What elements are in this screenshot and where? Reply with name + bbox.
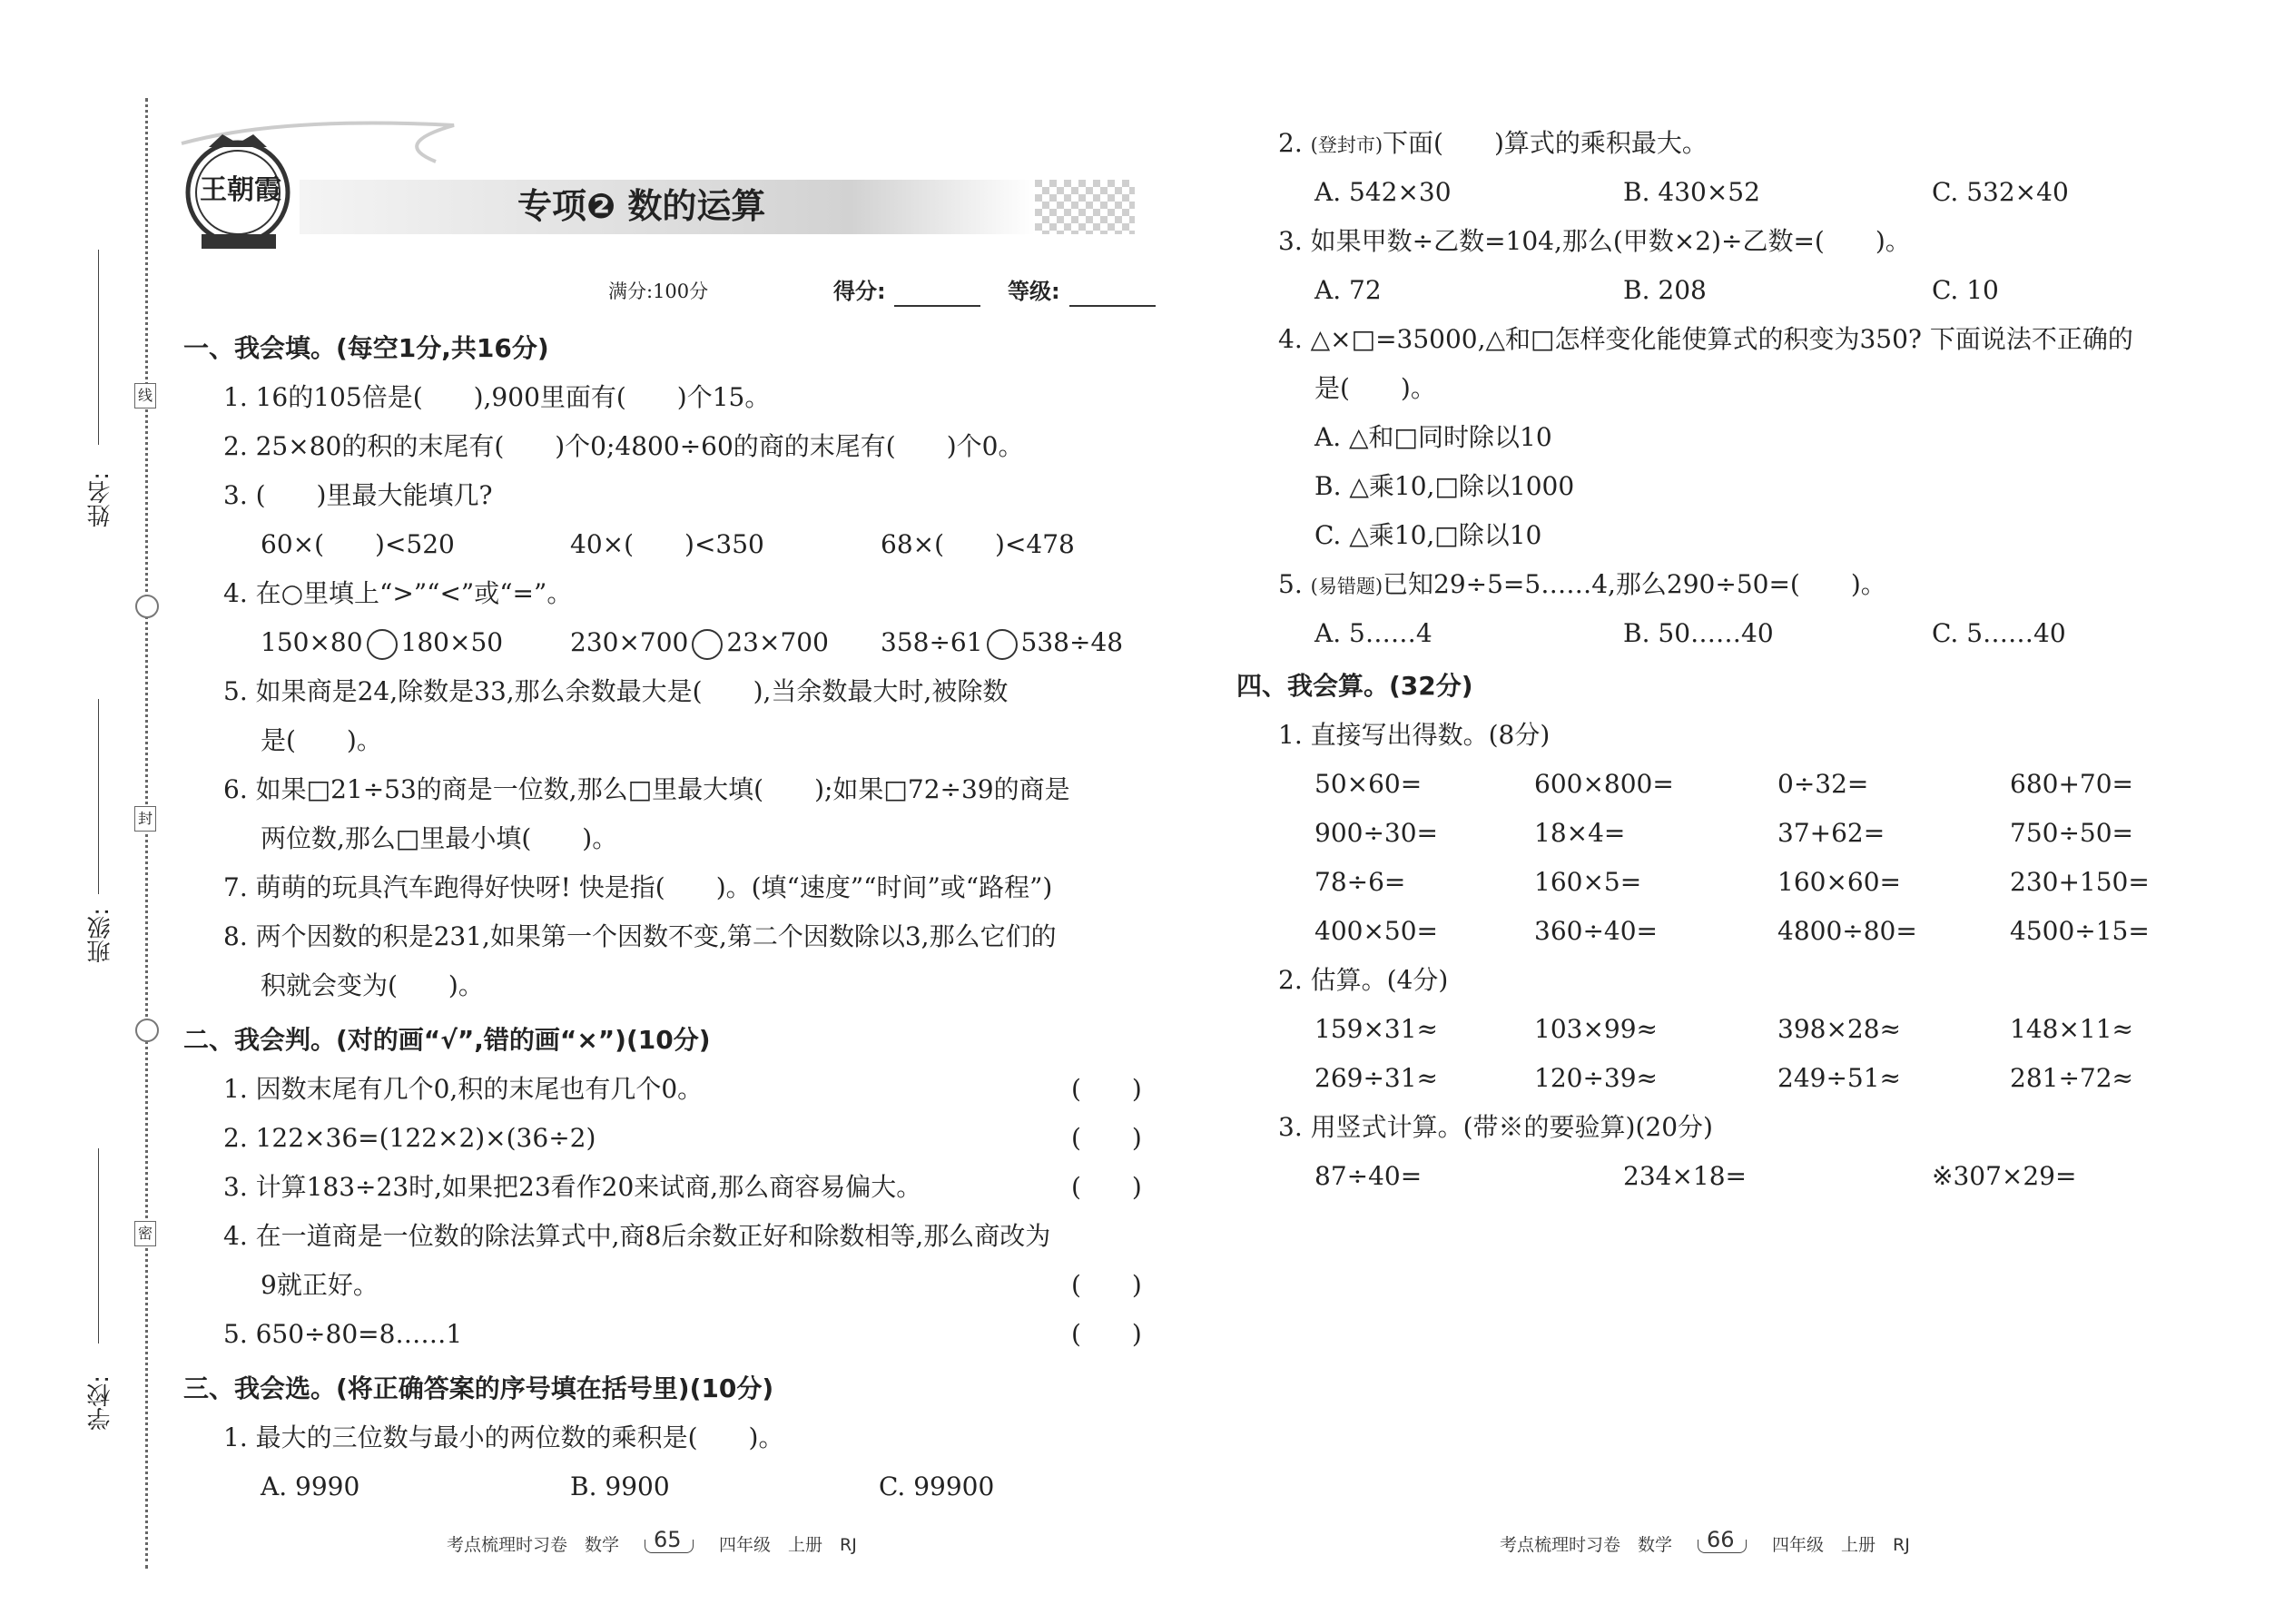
brand-logo xyxy=(182,127,295,254)
school-label: 学校: xyxy=(87,1375,114,1431)
s3-q3: 3. 如果甲数÷乙数=104,那么(甲数×2)÷乙数=( )。 xyxy=(1278,226,1911,256)
s1-q4-a-left: 150×80 xyxy=(261,627,363,657)
estimate-item: 269÷31≈ xyxy=(1314,1063,1438,1093)
s1-q8: 8. 两个因数的积是231,如果第一个因数不变,第二个因数除以3,那么它们的 xyxy=(223,921,1057,951)
s3-q2-tag: (登封市) xyxy=(1310,134,1383,156)
calc-item: 160×5= xyxy=(1534,867,1642,897)
score-blank[interactable] xyxy=(894,280,980,307)
judge-paren[interactable]: ( ) xyxy=(1071,1123,1142,1153)
s3-q1-option-b: B. 9900 xyxy=(570,1471,670,1501)
binding-hole-icon xyxy=(135,1019,159,1042)
name-label: 姓名: xyxy=(87,472,114,527)
s3-q4-cont: 是( )。 xyxy=(1314,373,1436,403)
calc-item: 37+62= xyxy=(1777,818,1885,848)
s3-q5-text: 已知29÷5=5……4,那么290÷50=( )。 xyxy=(1383,569,1886,599)
s3-q2-option-c: C. 532×40 xyxy=(1932,177,2069,207)
section1-heading: 一、我会填。(每空1分,共16分) xyxy=(183,333,549,363)
calc-item: 360÷40= xyxy=(1534,916,1658,946)
vertical-calc-a: 87÷40= xyxy=(1314,1161,1423,1191)
calc-item: 78÷6= xyxy=(1314,867,1406,897)
page-number: 66 xyxy=(1707,1527,1735,1552)
s1-q3-a: 60×( )<520 xyxy=(261,529,455,559)
s3-q5: 5. (易错题)已知29÷5=5……4,那么290÷50=( )。 xyxy=(1278,569,1886,599)
s1-q4-b xyxy=(570,628,829,660)
s2-q1: 1. 因数末尾有几个0,积的末尾也有几个0。 xyxy=(223,1074,704,1104)
binding-mark-secret: 密 xyxy=(134,1221,156,1246)
calc-item: 4500÷15= xyxy=(2010,916,2150,946)
s1-q5: 5. 如果商是24,除数是33,那么余数最大是( ),当余数最大时,被除数 xyxy=(223,676,1009,706)
s1-q4-a xyxy=(261,628,503,660)
s1-q7: 7. 萌萌的玩具汽车跑得好快呀! 快是指( )。(填“速度”“时间”或“路程”) xyxy=(223,872,1053,902)
s1-q6-cont: 两位数,那么□里最小填( )。 xyxy=(261,823,618,853)
s1-q6: 6. 如果□21÷53的商是一位数,那么□里最大填( );如果□72÷39的商是 xyxy=(223,774,1070,804)
footer-grade: 四年级 上册 RJ xyxy=(719,1535,857,1555)
s1-q4-c xyxy=(881,628,1123,660)
s3-q4-option-a: A. △和□同时除以10 xyxy=(1314,422,1552,452)
page-number: 65 xyxy=(654,1527,682,1552)
page-title: 专项❷ 数的运算 xyxy=(517,186,766,226)
footer-grade: 四年级 上册 RJ xyxy=(1772,1535,1910,1555)
class-blank[interactable] xyxy=(98,699,99,894)
s4-q1: 1. 直接写出得数。(8分) xyxy=(1278,720,1551,750)
s3-q4-option-b: B. △乘10,□除以1000 xyxy=(1314,471,1575,501)
s2-q2: 2. 122×36=(122×2)×(36÷2) xyxy=(223,1123,596,1153)
judge-paren[interactable]: ( ) xyxy=(1071,1270,1142,1300)
calc-item: 680+70= xyxy=(2010,769,2133,799)
binding-mark-seal: 封 xyxy=(134,806,156,832)
name-blank[interactable] xyxy=(98,250,99,445)
logo-text: 王朝霞 xyxy=(200,174,281,206)
s1-q4: 4. 在○里填上“>”“<”或“=”。 xyxy=(223,578,573,608)
binding-dotted-line xyxy=(145,98,148,1569)
calc-item: 0÷32= xyxy=(1777,769,1869,799)
footer-book: 考点梳理时习卷 数学 xyxy=(1500,1535,1673,1555)
s1-q4-b-left: 230×700 xyxy=(570,627,689,657)
s1-q5-cont: 是( )。 xyxy=(261,725,382,755)
s1-q3: 3. ( )里最大能填几? xyxy=(223,480,493,510)
calc-item: 230+150= xyxy=(2010,867,2150,897)
s3-q2-option-b: B. 430×52 xyxy=(1623,177,1760,207)
compare-circle[interactable] xyxy=(692,629,723,660)
calc-item: 600×800= xyxy=(1534,769,1674,799)
s1-q3-c: 68×( )<478 xyxy=(881,529,1075,559)
calc-item: 4800÷80= xyxy=(1777,916,1917,946)
estimate-item: 148×11≈ xyxy=(2010,1014,2133,1044)
s3-q3-option-c: C. 10 xyxy=(1932,275,1999,305)
grade-blank[interactable] xyxy=(1069,280,1156,307)
s3-q4-option-c: C. △乘10,□除以10 xyxy=(1314,520,1542,550)
estimate-item: 159×31≈ xyxy=(1314,1014,1438,1044)
s3-q4: 4. △×□=35000,△和□怎样变化能使算式的积变为350? 下面说法不正确的 xyxy=(1278,324,2133,354)
section3-heading: 三、我会选。(将正确答案的序号填在括号里)(10分) xyxy=(183,1373,774,1403)
calc-item: 400×50= xyxy=(1314,916,1438,946)
estimate-item: 281÷72≈ xyxy=(2010,1063,2133,1093)
class-label: 班级: xyxy=(87,908,114,963)
s3-q2-option-a: A. 542×30 xyxy=(1314,177,1452,207)
section2-heading: 二、我会判。(对的画“√”,错的画“×”)(10分) xyxy=(183,1025,711,1055)
s3-q2: 2. (登封市)下面( )算式的乘积最大。 xyxy=(1278,128,1708,158)
s1-q4-b-right: 23×700 xyxy=(726,627,829,657)
vertical-calc-c: ※307×29= xyxy=(1932,1161,2077,1191)
s3-q1-option-a: A. 9990 xyxy=(261,1471,360,1501)
s3-q1: 1. 最大的三位数与最小的两位数的乘积是( )。 xyxy=(223,1422,784,1452)
judge-paren[interactable]: ( ) xyxy=(1071,1074,1142,1104)
s3-q5-option-b: B. 50……40 xyxy=(1623,618,1774,648)
compare-circle[interactable] xyxy=(367,629,398,660)
score-label: 得分: xyxy=(833,279,886,304)
s3-q5-tag: (易错题) xyxy=(1310,576,1383,597)
s1-q1: 1. 16的105倍是( ),900里面有( )个15。 xyxy=(223,382,771,412)
s1-q4-c-right: 538÷48 xyxy=(1020,627,1124,657)
binding-hole-icon xyxy=(135,595,159,618)
s3-q5-option-c: C. 5……40 xyxy=(1932,618,2066,648)
s1-q4-a-right: 180×50 xyxy=(400,627,504,657)
binding-mark-line: 线 xyxy=(134,383,156,408)
s2-q4-cont: 9就正好。 xyxy=(261,1270,379,1300)
s3-q2-text: 下面( )算式的乘积最大。 xyxy=(1383,128,1708,158)
calc-item: 900÷30= xyxy=(1314,818,1438,848)
s2-q3: 3. 计算183÷23时,如果把23看作20来试商,那么商容易偏大。 xyxy=(223,1172,922,1202)
s2-q5: 5. 650÷80=8……1 xyxy=(223,1319,463,1349)
calc-item: 160×60= xyxy=(1777,867,1901,897)
estimate-item: 103×99≈ xyxy=(1534,1014,1658,1044)
vertical-calc-b: 234×18= xyxy=(1623,1161,1747,1191)
s3-q5-option-a: A. 5……4 xyxy=(1314,618,1433,648)
estimate-item: 398×28≈ xyxy=(1777,1014,1901,1044)
s4-q3: 3. 用竖式计算。(带※的要验算)(20分) xyxy=(1278,1112,1713,1142)
s3-q3-option-a: A. 72 xyxy=(1314,275,1382,305)
grade-label: 等级: xyxy=(1008,279,1060,304)
section4-heading: 四、我会算。(32分) xyxy=(1236,671,1473,701)
judge-paren[interactable]: ( ) xyxy=(1071,1319,1142,1349)
school-blank[interactable] xyxy=(98,1148,99,1343)
calc-item: 18×4= xyxy=(1534,818,1626,848)
s2-q4: 4. 在一道商是一位数的除法算式中,商8后余数正好和除数相等,那么商改为 xyxy=(223,1221,1051,1251)
s3-q3-option-b: B. 208 xyxy=(1623,275,1707,305)
calc-item: 50×60= xyxy=(1314,769,1423,799)
footer-book: 考点梳理时习卷 数学 xyxy=(447,1535,620,1555)
calc-item: 750÷50= xyxy=(2010,818,2133,848)
s3-q1-option-c: C. 99900 xyxy=(879,1471,995,1501)
s4-q2: 2. 估算。(4分) xyxy=(1278,965,1449,995)
estimate-item: 120÷39≈ xyxy=(1534,1063,1658,1093)
s1-q4-c-left: 358÷61 xyxy=(881,627,983,657)
compare-circle[interactable] xyxy=(987,629,1018,660)
s1-q3-b: 40×( )<350 xyxy=(570,529,764,559)
judge-paren[interactable]: ( ) xyxy=(1071,1172,1142,1202)
estimate-item: 249÷51≈ xyxy=(1777,1063,1901,1093)
s1-q2: 2. 25×80的积的末尾有( )个0;4800÷60的商的末尾有( )个0。 xyxy=(223,431,1024,461)
s1-q8-cont: 积就会变为( )。 xyxy=(261,970,484,1000)
full-score: 满分:100分 xyxy=(608,281,709,302)
